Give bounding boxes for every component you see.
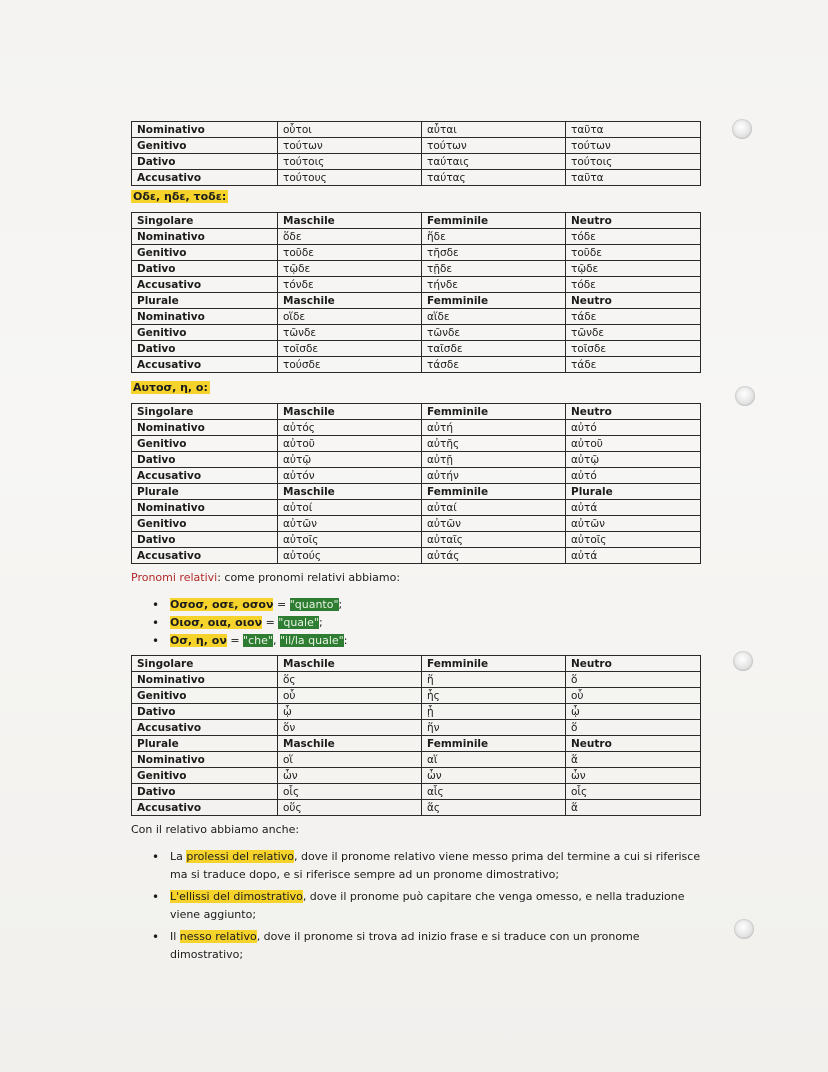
form-cell: τούτων <box>422 138 566 154</box>
form-cell: αὐτά <box>566 500 701 516</box>
header-cell: Plurale <box>132 484 278 500</box>
form-cell: τάδε <box>566 309 701 325</box>
form-cell: ἥδε <box>422 229 566 245</box>
header-cell: Neutro <box>566 404 701 420</box>
form-cell: οὗ <box>566 688 701 704</box>
form-cell: τῶνδε <box>422 325 566 341</box>
equals-sign: = <box>226 634 244 647</box>
table-row <box>132 704 701 720</box>
table-row <box>132 229 701 245</box>
punctuation: ; <box>338 598 343 611</box>
form-cell: τῷδε <box>278 261 422 277</box>
punctuation: ; <box>318 616 323 629</box>
header-cell: Plurale <box>132 293 278 309</box>
form-cell: ἅς <box>422 800 566 816</box>
table-row <box>132 452 701 468</box>
case-cell: Accusativo <box>132 277 278 293</box>
header-cell: Maschile <box>278 293 422 309</box>
table-row <box>132 420 701 436</box>
form-cell: αὐτό <box>566 420 701 436</box>
text-description: , dove il pronome relativo viene messo prima del termine a cui si riferisce ma si traduce dopo, e si riferisce sempre ad un pronome dimostrativo; <box>170 850 701 881</box>
case-cell: Genitivo <box>132 245 278 261</box>
punctuation: : <box>343 634 348 647</box>
form-cell: οἷς <box>566 784 701 800</box>
header-cell: Maschile <box>278 213 422 229</box>
form-cell: αὐτά <box>566 548 701 564</box>
form-cell: τούσδε <box>278 357 422 373</box>
table-row <box>132 688 701 704</box>
form-cell: οὗτοι <box>278 122 422 138</box>
punch-hole <box>733 651 753 671</box>
table-row <box>132 261 701 277</box>
table-row <box>132 500 701 516</box>
greek-pronoun: Οιοσ, οια, οιον <box>170 616 263 629</box>
form-cell: ᾧ <box>566 704 701 720</box>
punch-hole <box>734 919 754 939</box>
case-cell: Accusativo <box>132 357 278 373</box>
autos-label: Αυτοσ, η, ο: <box>133 381 208 394</box>
form-cell: αὐταῖς <box>422 532 566 548</box>
case-cell: Dativo <box>132 532 278 548</box>
case-cell: Nominativo <box>132 672 278 688</box>
case-cell: Genitivo <box>132 768 278 784</box>
meaning: "che" <box>243 634 273 647</box>
case-cell: Nominativo <box>132 122 278 138</box>
table-row <box>132 245 701 261</box>
highlighted-term: L'ellissi del dimostrativo <box>170 890 303 903</box>
form-cell: ταύτας <box>422 170 566 186</box>
table-row <box>132 468 701 484</box>
form-cell: τόνδε <box>278 277 422 293</box>
header-cell: Neutro <box>566 656 701 672</box>
form-cell: αὐτός <box>278 420 422 436</box>
hode-label: Οδε, ηδε, τοδε: <box>133 190 227 203</box>
greek-pronoun: Οσοσ, οσε, οσον <box>170 598 274 611</box>
punch-hole <box>735 386 755 406</box>
form-cell: αὐτό <box>566 468 701 484</box>
table-row <box>132 293 701 309</box>
highlighted-term: prolessi del relativo <box>186 850 294 863</box>
header-cell: Neutro <box>566 213 701 229</box>
form-cell: τούτοις <box>278 154 422 170</box>
meaning: "quanto" <box>289 598 339 611</box>
form-cell: αἵδε <box>422 309 566 325</box>
list-item <box>148 888 708 924</box>
case-cell: Genitivo <box>132 138 278 154</box>
header-cell: Singolare <box>132 213 278 229</box>
table-row <box>132 404 701 420</box>
table-row <box>132 122 701 138</box>
form-cell: αὐταί <box>422 500 566 516</box>
form-cell: αὐτόν <box>278 468 422 484</box>
form-cell: τάσδε <box>422 357 566 373</box>
table-row <box>132 154 701 170</box>
list-item <box>148 596 347 614</box>
table-row <box>132 325 701 341</box>
form-cell: αὐτῶν <box>422 516 566 532</box>
highlighted-term: nesso relativo <box>179 930 257 943</box>
table-row <box>132 516 701 532</box>
list-item <box>148 848 708 884</box>
form-cell: τόδε <box>566 277 701 293</box>
punch-hole <box>732 119 752 139</box>
relative-constructions-list <box>148 848 708 968</box>
table-row <box>132 532 701 548</box>
form-cell: ὅν <box>278 720 422 736</box>
form-cell: οἷς <box>278 784 422 800</box>
table-row <box>132 784 701 800</box>
table-row <box>132 752 701 768</box>
form-cell: τόδε <box>566 229 701 245</box>
form-cell: οἵδε <box>278 309 422 325</box>
table-row <box>132 548 701 564</box>
case-cell: Nominativo <box>132 420 278 436</box>
outos-plural-table <box>131 121 701 186</box>
list-item <box>148 928 708 964</box>
table-row <box>132 341 701 357</box>
case-cell: Accusativo <box>132 720 278 736</box>
header-cell: Femminile <box>422 404 566 420</box>
form-cell: αὐτοῦ <box>278 436 422 452</box>
form-cell: τοῖσδε <box>278 341 422 357</box>
case-cell: Accusativo <box>132 800 278 816</box>
form-cell: ὅ <box>566 672 701 688</box>
table-row <box>132 656 701 672</box>
case-cell: Genitivo <box>132 325 278 341</box>
form-cell: τῶνδε <box>278 325 422 341</box>
form-cell: αὐτῶν <box>566 516 701 532</box>
form-cell: οὕς <box>278 800 422 816</box>
form-cell: αὐτῷ <box>566 452 701 468</box>
form-cell: αἷς <box>422 784 566 800</box>
case-cell: Accusativo <box>132 468 278 484</box>
table-row <box>132 800 701 816</box>
case-cell: Genitivo <box>132 436 278 452</box>
text-description: , dove il pronome può capitare che venga omesso, e nella traduzione viene aggiunto; <box>170 890 685 921</box>
form-cell: ταῦτα <box>566 122 701 138</box>
header-cell: Maschile <box>278 484 422 500</box>
header-cell: Maschile <box>278 736 422 752</box>
form-cell: τοῦδε <box>278 245 422 261</box>
case-cell: Nominativo <box>132 229 278 245</box>
table-row <box>132 436 701 452</box>
case-cell: Accusativo <box>132 170 278 186</box>
form-cell: αὐτῇ <box>422 452 566 468</box>
form-cell: ὅς <box>278 672 422 688</box>
form-cell: ἅ <box>566 800 701 816</box>
form-cell: αὐτοί <box>278 500 422 516</box>
header-cell: Femminile <box>422 213 566 229</box>
header-cell: Plurale <box>132 736 278 752</box>
form-cell: ὧν <box>278 768 422 784</box>
table-row <box>132 720 701 736</box>
form-cell: τῷδε <box>566 261 701 277</box>
form-cell: αὐτοῖς <box>278 532 422 548</box>
list-item <box>148 614 347 632</box>
form-cell: αὐτή <box>422 420 566 436</box>
form-cell: αὐτοῖς <box>566 532 701 548</box>
hode-table <box>131 212 701 373</box>
table-row <box>132 309 701 325</box>
autos-table <box>131 403 701 564</box>
form-cell: τάδε <box>566 357 701 373</box>
header-cell: Femminile <box>422 656 566 672</box>
form-cell: ταῖσδε <box>422 341 566 357</box>
header-cell: Singolare <box>132 404 278 420</box>
form-cell: αὐτούς <box>278 548 422 564</box>
case-cell: Genitivo <box>132 688 278 704</box>
form-cell: ὧν <box>422 768 566 784</box>
form-cell: τοῦδε <box>566 245 701 261</box>
form-cell: ὧν <box>566 768 701 784</box>
form-cell: ᾗ <box>422 704 566 720</box>
header-cell: Femminile <box>422 484 566 500</box>
text-description: , dove il pronome si trova ad inizio frase e si traduce con un pronome dimostrativo; <box>170 930 640 961</box>
case-cell: Dativo <box>132 452 278 468</box>
header-cell: Maschile <box>278 404 422 420</box>
pronomi-relativi-intro: : come pronomi relativi abbiamo: <box>217 571 401 584</box>
case-cell: Accusativo <box>132 548 278 564</box>
form-cell: τοῖσδε <box>566 341 701 357</box>
form-cell: τῶνδε <box>566 325 701 341</box>
header-cell: Femminile <box>422 736 566 752</box>
table-row <box>132 484 701 500</box>
con-il-relativo-intro: Con il relativo abbiamo anche: <box>131 823 300 836</box>
form-cell: ἥν <box>422 720 566 736</box>
case-cell: Nominativo <box>132 752 278 768</box>
form-cell: τούτους <box>278 170 422 186</box>
table-row <box>132 357 701 373</box>
case-cell: Dativo <box>132 784 278 800</box>
greek-pronoun: Οσ, η, ον <box>170 634 227 647</box>
form-cell: οἵ <box>278 752 422 768</box>
meaning: "il/la quale" <box>279 634 344 647</box>
form-cell: ὅ <box>566 720 701 736</box>
list-item: • Οσ, η, ον = "che", "il/la quale": <box>148 632 347 650</box>
case-cell: Dativo <box>132 341 278 357</box>
meaning: "quale" <box>278 616 319 629</box>
form-cell: τούτων <box>566 138 701 154</box>
hos-table <box>131 655 701 816</box>
header-cell: Singolare <box>132 656 278 672</box>
form-cell: οὗ <box>278 688 422 704</box>
form-cell: αὐτοῦ <box>566 436 701 452</box>
form-cell: τούτων <box>278 138 422 154</box>
form-cell: αὐτήν <box>422 468 566 484</box>
header-cell: Plurale <box>566 484 701 500</box>
form-cell: ὅδε <box>278 229 422 245</box>
form-cell: ᾧ <box>278 704 422 720</box>
form-cell: τήνδε <box>422 277 566 293</box>
header-cell: Neutro <box>566 293 701 309</box>
form-cell: αὗται <box>422 122 566 138</box>
case-cell: Dativo <box>132 154 278 170</box>
table-row <box>132 736 701 752</box>
header-cell: Maschile <box>278 656 422 672</box>
form-cell: ἅ <box>566 752 701 768</box>
table-row <box>132 277 701 293</box>
table-row <box>132 672 701 688</box>
form-cell: τῆσδε <box>422 245 566 261</box>
table-row <box>132 170 701 186</box>
form-cell: αὐτῶν <box>278 516 422 532</box>
table-row <box>132 768 701 784</box>
table-row <box>132 138 701 154</box>
header-cell: Femminile <box>422 293 566 309</box>
header-cell: Neutro <box>566 736 701 752</box>
table-row <box>132 213 701 229</box>
form-cell: ταύταις <box>422 154 566 170</box>
form-cell: αὐτάς <box>422 548 566 564</box>
pronomi-relativi-title: Pronomi relativi <box>131 571 218 584</box>
form-cell: ἧς <box>422 688 566 704</box>
case-cell: Nominativo <box>132 500 278 516</box>
form-cell: ἥ <box>422 672 566 688</box>
text-prefix: La <box>170 850 187 863</box>
text-prefix: Il <box>170 930 180 943</box>
relative-pronouns-list <box>148 596 347 650</box>
form-cell: τῇδε <box>422 261 566 277</box>
pronomi-relativi-heading <box>131 571 400 584</box>
form-cell: αὐτῷ <box>278 452 422 468</box>
equals-sign: = <box>262 616 279 629</box>
case-cell: Dativo <box>132 704 278 720</box>
case-cell: Genitivo <box>132 516 278 532</box>
case-cell: Dativo <box>132 261 278 277</box>
equals-sign: = <box>273 598 290 611</box>
form-cell: αὐτῆς <box>422 436 566 452</box>
case-cell: Nominativo <box>132 309 278 325</box>
form-cell: ταῦτα <box>566 170 701 186</box>
form-cell: αἵ <box>422 752 566 768</box>
form-cell: τούτοις <box>566 154 701 170</box>
